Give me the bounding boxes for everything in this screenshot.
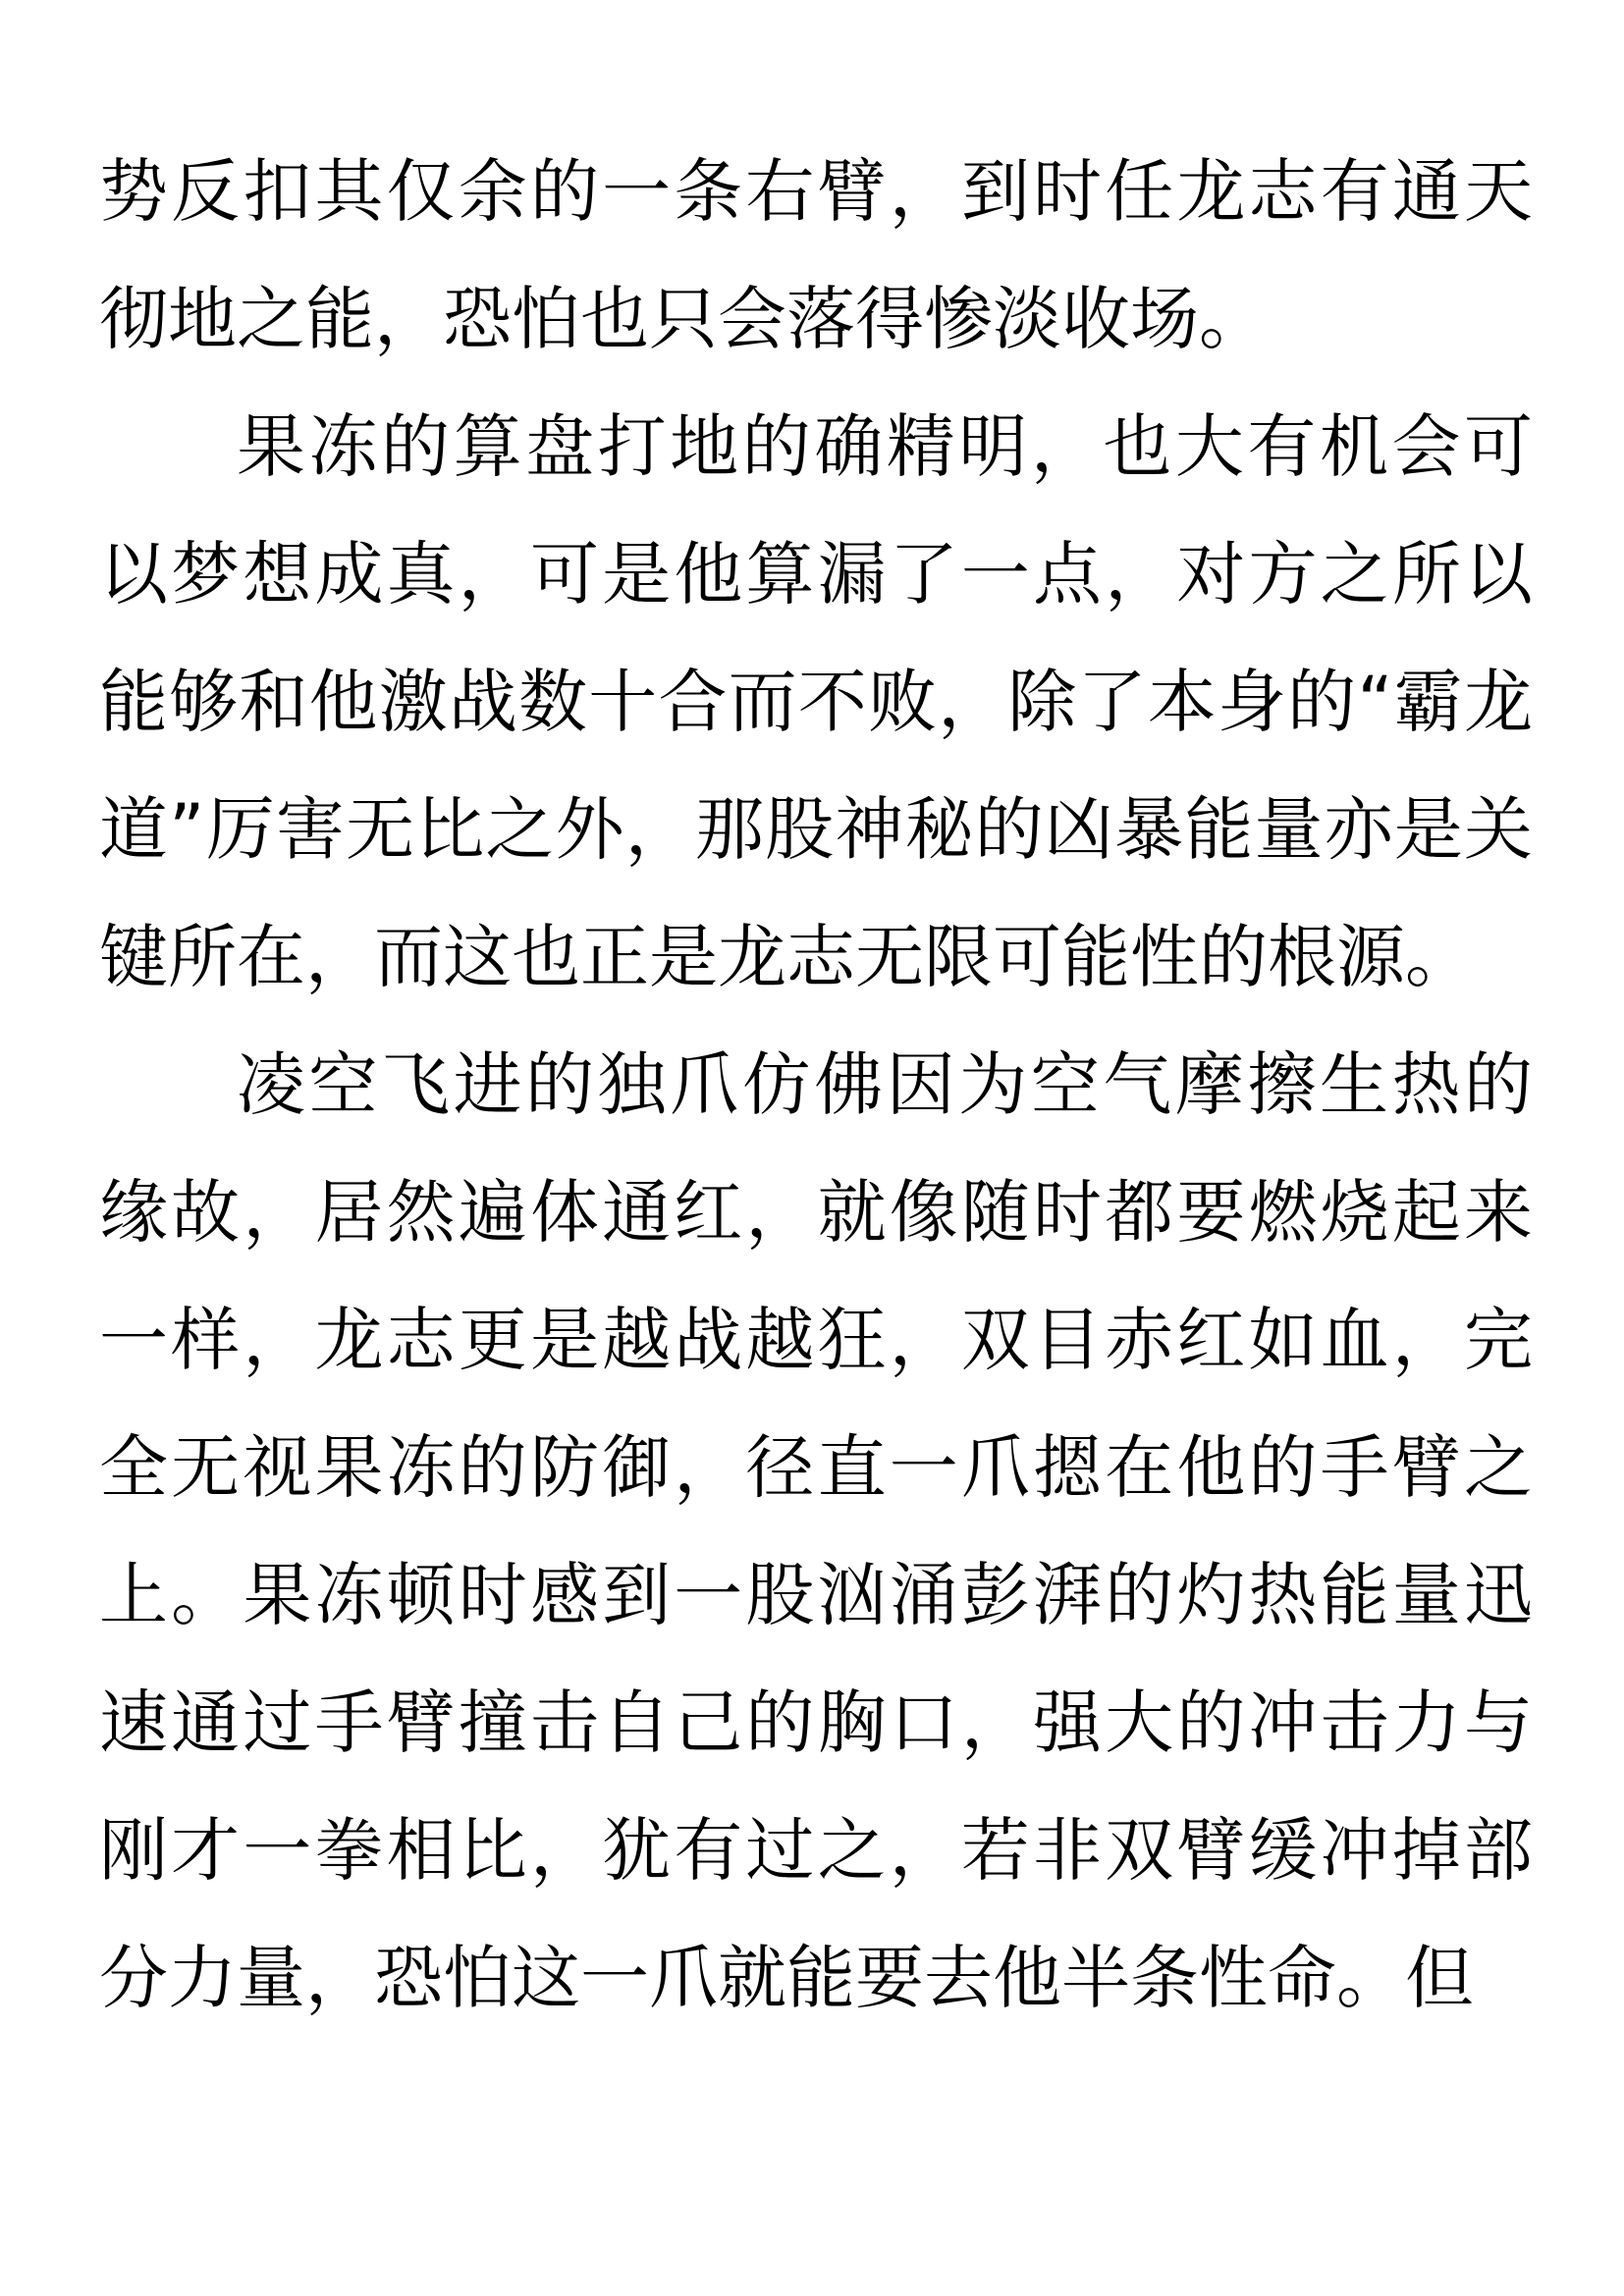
paragraph-continuation: 势反扣其仅余的一条右臂，到时任龙志有通天彻地之能，恐怕也只会落得惨淡收场。 bbox=[99, 151, 1533, 359]
body-text bbox=[99, 128, 1533, 2042]
paragraph: 凌空飞进的独爪仿佛因为空气摩擦生热的缘故，居然遍体通红，就像随时都要燃烧起来一样，龙志更是越战越狂，双目赤红如血，完全无视果冻的防御，径直一爪摁在他的手臂之上。果冻顿时感到一股汹涌彭湃的灼热能量迅速通过手臂撞击自己的胸口，强大的冲击力与刚才一拳相比，犹有过之，若非双臂缓冲掉部分力量，恐怕这一爪就能要去他半条性命。但 bbox=[99, 1044, 1533, 2018]
paragraph: 果冻的算盘打地的确精明，也大有机会可以梦想成真，可是他算漏了一点，对方之所以能够和他激战数十合而不败，除了本身的“霸龙道”厉害无比之外，那股神秘的凶暴能量亦是关键所在，而这也正是龙志无限可能性的根源。 bbox=[99, 406, 1533, 997]
